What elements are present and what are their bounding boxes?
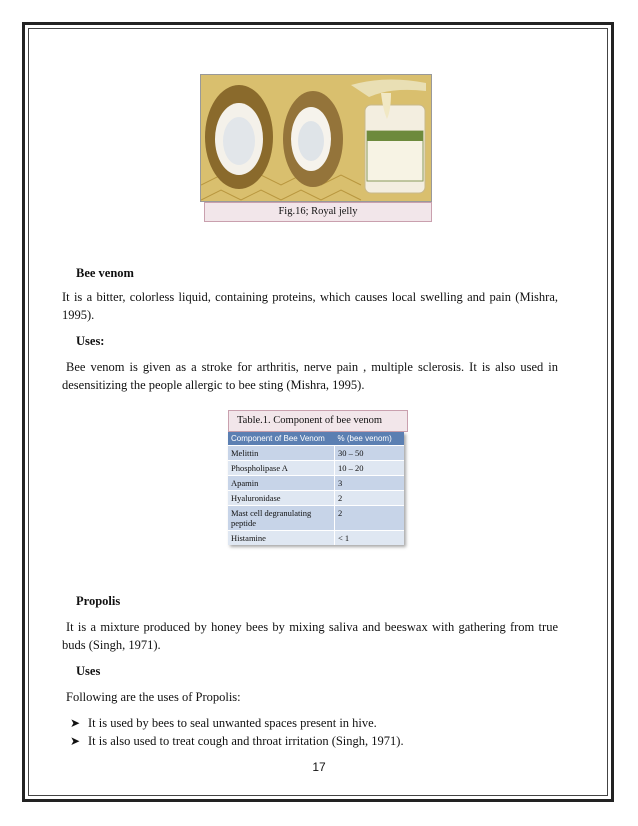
royal-jelly-figure [200,74,432,224]
bee-venom-table [228,410,408,558]
arrow-bullet-icon: ➤ [70,716,81,730]
page-number: 17 [312,760,326,774]
table-row [228,491,404,506]
table-header-component: Component of Bee Venom [228,432,335,446]
table-cell: 3 [335,476,405,491]
propolis-uses-intro: Following are the uses of Propolis: [66,690,241,704]
table-row [228,446,404,461]
table-row [228,506,404,531]
propolis-paragraph: It is a mixture produced by honey bees by mixing saliva and beeswax with gathering from true buds (Singh, 1971). [62,620,558,652]
table-cell: 2 [335,506,405,531]
list-item-text: It is used by bees to seal unwanted spaces present in hive. [88,716,377,730]
table-cell: < 1 [335,531,405,546]
bee-venom-paragraph: It is a bitter, colorless liquid, containing proteins, which causes local swelling and pain (Mishra, 1995). [62,290,558,322]
table-title: Table.1. Component of bee venom [228,410,408,432]
table-cell: Melittin [228,446,335,461]
components-table [228,432,404,545]
figure-caption: Fig.16; Royal jelly [204,202,432,222]
table-header-percent: % (bee venom) [335,432,405,446]
bee-venom-uses-heading: Uses: [76,334,105,348]
table-cell: Histamine [228,531,335,546]
table-cell: 10 – 20 [335,461,405,476]
table-row [228,461,404,476]
propolis-heading: Propolis [76,594,121,608]
table-row [228,476,404,491]
table-cell: 30 – 50 [335,446,405,461]
list-item [70,732,404,750]
bee-venom-heading: Bee venom [76,266,134,280]
table-cell: 2 [335,491,405,506]
table-row [228,531,404,546]
list-item [70,714,377,732]
bee-venom-uses-paragraph: Bee venom is given as a stroke for arthritis, nerve pain , multiple sclerosis. It is also used in desensitizing the people allergic to bee sting (Mishra, 1995). [62,360,558,392]
table-cell: Phospholipase A [228,461,335,476]
royal-jelly-photo [200,74,432,202]
arrow-bullet-icon: ➤ [70,734,81,748]
propolis-uses-heading: Uses [76,664,101,678]
table-cell: Mast cell degranulating peptide [228,506,335,531]
list-item-text: It is also used to treat cough and throat irritation (Singh, 1971). [88,734,404,748]
table-cell: Hyaluronidase [228,491,335,506]
table-cell: Apamin [228,476,335,491]
